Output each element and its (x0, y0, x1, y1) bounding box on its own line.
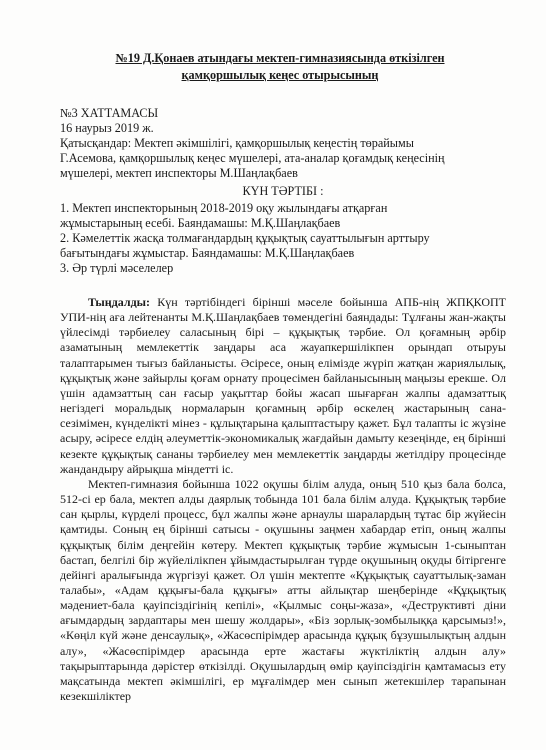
protocol-number: №3 ХАТТАМАСЫ (60, 106, 159, 120)
document-body (60, 295, 506, 704)
agenda-list (60, 201, 506, 276)
document-title (60, 50, 500, 84)
paragraph-heard (60, 295, 506, 477)
title-line-2: қамқоршылық кеңес отырысының (181, 68, 379, 82)
heard-text: Күн тәртібіндегі бірінші мәселе бойынша АПБ-нің ЖПҚКОПТ УПИ-нің аға лейтенанты М.Қ.Шаңлақбаев төмендегіні баяндады: Тұлғаны жан-жақты үйлесімді тәрбиелеу саласының бірі – құқықтық тәрбие. Ол қоғамның әрбір азаматының мемлекеттік заңдары аса жауапкершілікпен орындап отыруы талаптарымен тығыз байланысты. Әсіресе, оның еліміздe жүріп жатқан жариялылық, құқықтық және зайырлы қоғам орнату процесімен байланысының маңызы ерекше. Ол үшін адамзаттың сан ғасыр уақыттар бойы жасап шығарған жалпы адамзаттық негіздегі моральдық нормаларын қоғамның әрбір өскелең жастарының сана- сезімімен, күнделікті мінез - құлықтарына қалыптастыру қажет. Бұл талапты іс жүзіне асыру, әсіресе елдің әлеуметтік-экономикалық жағдайын дамыту кезеңінде, ең бірінші кезекте құқықтық сананы тәрбиелеу мен мемлекеттік заңдарды жетілдіру процесінде жандандыру айрықша міндетті іс. (60, 295, 506, 476)
heard-label: Тыңдалды: (88, 295, 151, 309)
agenda-line: 2. Кәмелеттік жасқа толмағандардың құқықтық сауаттылығын арттыру (60, 231, 430, 245)
agenda-heading: КҮН ТӘРТІБІ : (242, 184, 324, 198)
attendees-line: Г.Асемова, қамқоршылық кеңес мүшелері, ата-аналар қоғамдық кеңесінің (60, 151, 445, 165)
protocol-date: 16 наурыз 2019 ж. (60, 121, 154, 135)
protocol-meta (60, 106, 506, 181)
agenda-line: жұмыстарының есебі. Баяндамашы: М.Қ.Шаңлақбаев (60, 216, 341, 230)
attendees-line: Қатысқандар: Мектеп әкімшілігі, қамқоршылық кеңестің төрайымы (60, 136, 414, 150)
attendees-line: мүшелері, мектеп инспекторы М.Шаңлақбаев (60, 166, 298, 180)
agenda-line: 1. Мектеп инспекторының 2018-2019 оқу жылындағы атқарған (60, 201, 388, 215)
agenda-line: 3. Әр түрлі мәселелер (60, 261, 174, 275)
agenda-line: бағытындағы жұмыстар. Баяндамашы: М.Қ.Шаңлақбаев (60, 246, 355, 260)
title-line-1: №19 Д.Қонаев атындағы мектеп-гимназиясында өткізілген (115, 51, 445, 65)
paragraph-school-stats: Мектеп-гимназия бойынша 1022 оқушы білім алуда, оның 510 қыз бала болса, 512-сі ер бала, мектеп алды даярлық тобында 101 бала білім алуда. Құқықтық тәрбие сан қырлы, күрделі процесс, бұл жалпы және арнаулы шаралардың тұтас бір жүйесін қамтиды. Соның ең бірінші сатысы - оқушыны заңмен хабардар етіп, оның жалпы құқықтық білім деңгейін көтеру. Мектеп құқықтық тәрбие жұмысын 1-сыныптан бастап, белгілі бір жүйелілікпен ұйымдастырылған түрде оқушының оқуды бітіргенге дейінгі аралығында жүргізуі қажет. Ол үшін мектепте «Құқықтық сауаттылық-заман талабы», «Адам құқығы-бала құқығы» атты айлықтар шеңберінде «Құқықтық мәдениет-бала қауіпсіздігінің кепілі», «Қылмыс соңы-жаза», «Деструктивті діни ағымдардың зардаптары мен шешу жолдары», «Біз зорлық-зомбылыққа қарсымыз!», «Көңіл күй және денсаулық», «Жасөспірімдер арасында құқық бұзушылықтың алдын алу», «Жасөспірімдер арасында ерте жастағы жүктіліктің алдын алу» тақырыптарында дәрістер өткізілді. Оқушылардың өмір қауіпсіздігін қамтамасыз ету мақсатында мектеп әкімшілігі, ер мұғалімдер мен сынып жетекшілер тарапынан кезекшіліктер (60, 476, 506, 704)
